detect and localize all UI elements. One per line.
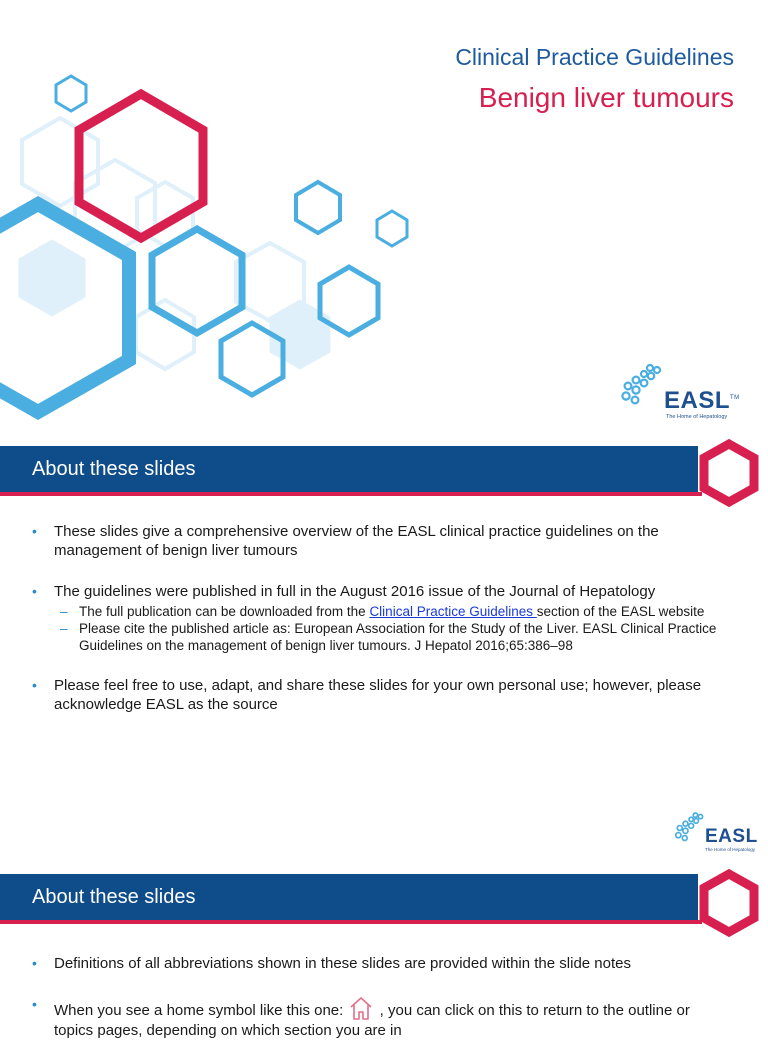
title-slide bbox=[0, 0, 768, 432]
bullet-text: The guidelines were published in full in the August 2016 issue of the Journal of Hepatology bbox=[54, 583, 656, 600]
title-block bbox=[455, 40, 734, 116]
sub-bullet-text: section of the EASL website bbox=[536, 604, 705, 619]
easl-logo-small bbox=[674, 812, 758, 853]
easl-logo bbox=[620, 364, 740, 421]
bullet-text: These slides give a comprehensive overview of the EASL clinical practice guidelines on the management of benign liver tumours bbox=[54, 523, 659, 559]
easl-logo-dots bbox=[620, 364, 662, 408]
bullet-item bbox=[32, 676, 722, 714]
sub-bullet-item bbox=[54, 603, 722, 620]
bullet-text: Definitions of all abbreviations shown in these slides are provided within the slide notes bbox=[54, 955, 631, 972]
slide-header-title: About these slides bbox=[32, 458, 196, 480]
clinical-practice-guidelines-link[interactable]: Clinical Practice Guidelines bbox=[369, 604, 537, 619]
sub-bullet-list bbox=[54, 603, 722, 654]
hexagon-corner-icon bbox=[698, 868, 760, 938]
header-underline bbox=[0, 492, 702, 496]
about-slides-2 bbox=[0, 864, 768, 1039]
header-underline bbox=[0, 920, 702, 924]
bullet-item bbox=[32, 522, 722, 560]
about-slides-1 bbox=[0, 432, 768, 864]
easl-logo-word: EASL bbox=[705, 826, 758, 847]
page-subtitle: Benign liver tumours bbox=[478, 82, 734, 113]
hexagon-decoration bbox=[0, 0, 440, 432]
bullet-item bbox=[32, 954, 722, 973]
sub-bullet-text: Please cite the published article as: European Association for the Study of the Liver. EASL Clinical Practice Guidelines on the management of benign liver tumours. J Hepatol 2016;65:386–98 bbox=[79, 621, 717, 653]
slide-header-title: About these slides bbox=[32, 886, 196, 908]
bullet-list bbox=[32, 954, 722, 1040]
slide-content bbox=[32, 954, 722, 1062]
bullet-text: , you can click on this to return to the outline or topics pages, depending on which section you are in bbox=[54, 1002, 690, 1039]
bullet-item bbox=[32, 582, 722, 654]
slide-header-band bbox=[0, 874, 698, 920]
slide-header-band bbox=[0, 446, 698, 492]
easl-logo-word: EASL bbox=[664, 387, 731, 414]
bullet-text: Please feel free to use, adapt, and share these slides for your own personal use; however, please acknowledge EASL as the source bbox=[54, 677, 702, 713]
sub-bullet-text: The full publication can be downloaded from the bbox=[79, 604, 370, 619]
slide-content bbox=[32, 522, 722, 736]
easl-logo-tagline: The Home of Hepatology bbox=[666, 414, 728, 420]
bullet-item bbox=[32, 995, 722, 1040]
bullet-text: When you see a home symbol like this one: bbox=[54, 1002, 348, 1019]
easl-logo-dots bbox=[674, 812, 704, 844]
easl-logo-tagline: The Home of Hepatology bbox=[705, 847, 756, 852]
trademark: TM bbox=[730, 395, 740, 401]
page-title: Clinical Practice Guidelines bbox=[455, 44, 734, 70]
home-icon[interactable] bbox=[349, 995, 373, 1021]
bullet-list bbox=[32, 522, 722, 714]
sub-bullet-item bbox=[54, 620, 722, 654]
hexagon-corner-icon bbox=[698, 438, 760, 508]
